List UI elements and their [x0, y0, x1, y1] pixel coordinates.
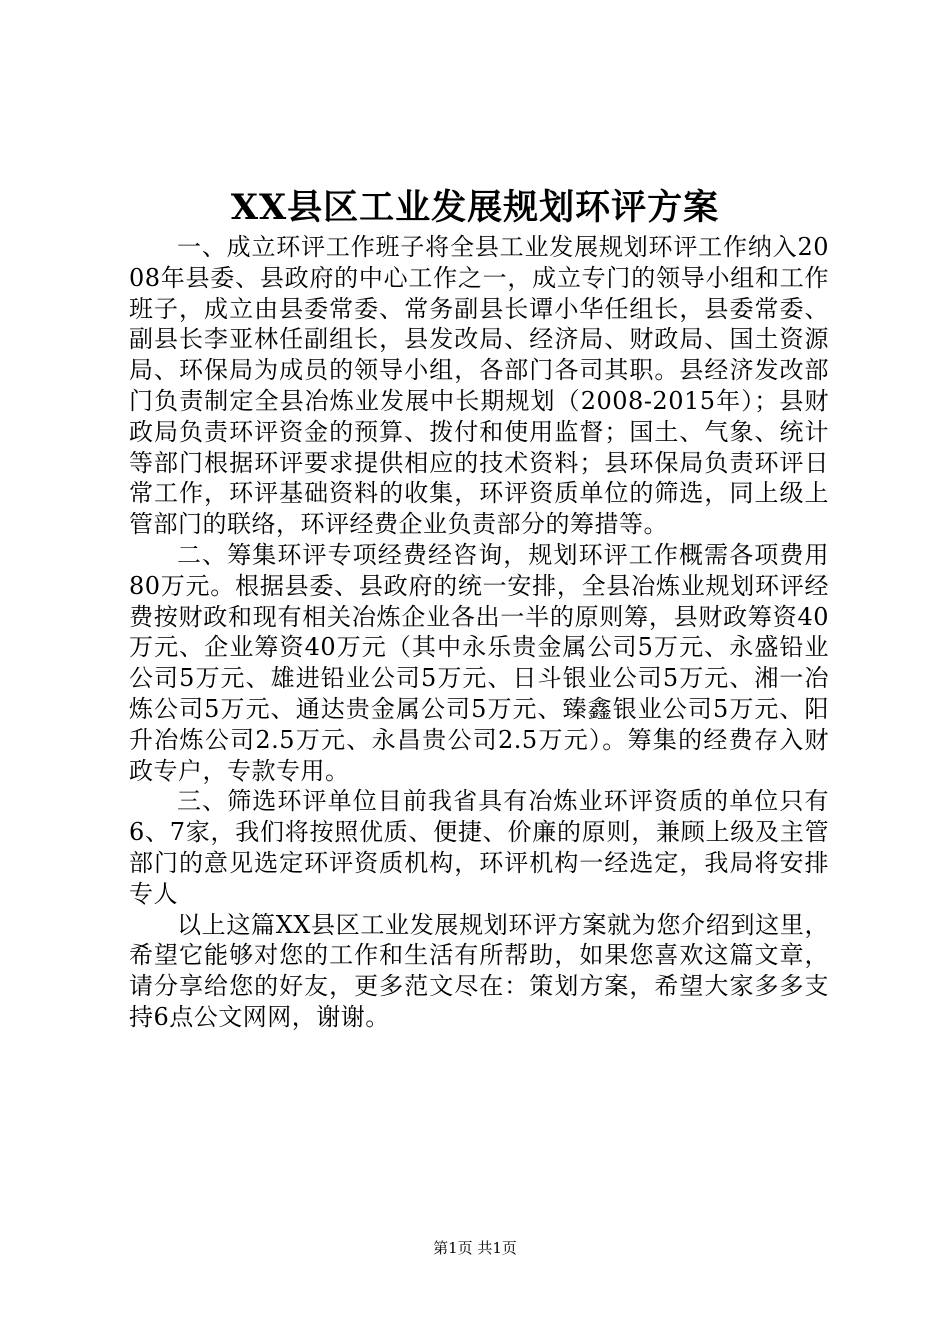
document-title: XX县区工业发展规划环评方案 [230, 187, 720, 228]
paragraph-3: 三、筛选环评单位目前我省具有冶炼业环评资质的单位只有6、7家，我们将按照优质、便捷、价廉的原则，兼顾上级及主管部门的意见选定环评资质机构，环评机构一经选定，我局将安排专人 [129, 787, 829, 908]
document-body [129, 232, 829, 1033]
paragraph-4: 以上这篇XX县区工业发展规划环评方案就为您介绍到这里，希望它能够对您的工作和生活有所帮助，如果您喜欢这篇文章，请分享给您的好友，更多范文尽在：策划方案，希望大家多多支持6点公文网网，谢谢。 [129, 910, 829, 1031]
paragraph-2: 二、筹集环评专项经费经咨询，规划环评工作概需各项费用80万元。根据县委、县政府的统一安排，全县冶炼业规划环评经费按财政和现有相关冶炼企业各出一半的原则筹，县财政筹资40万元、企业筹资40万元（其中永乐贵金属公司5万元、永盛铅业公司5万元、雄进铅业公司5万元、日斗银业公司5万元、湘一冶炼公司5万元、通达贵金属公司5万元、臻鑫银业公司5万元、阳升冶炼公司2.5万元、永昌贵公司2.5万元）。筹集的经费存入财政专户，专款专用。 [129, 540, 829, 785]
page-footer: 第1页 共1页 [433, 1239, 517, 1257]
paragraph-1: 一、成立环评工作班子将全县工业发展规划环评工作纳入2008年县委、县政府的中心工作之一，成立专门的领导小组和工作班子，成立由县委常委、常务副县长谭小华任组长，县委常委、副县长李亚林任副组长，县发改局、经济局、财政局、国土资源局、环保局为成员的领导小组，各部门各司其职。县经济发改部门负责制定全县冶炼业发展中长期规划（2008-2015年）；县财政局负责环评资金的预算、拨付和使用监督；国土、气象、统计等部门根据环评要求提供相应的技术资料；县环保局负责环评日常工作，环评基础资料的收集，环评资质单位的筛选，同上级上管部门的联络，环评经费企业负责部分的筹措等。 [129, 233, 829, 539]
